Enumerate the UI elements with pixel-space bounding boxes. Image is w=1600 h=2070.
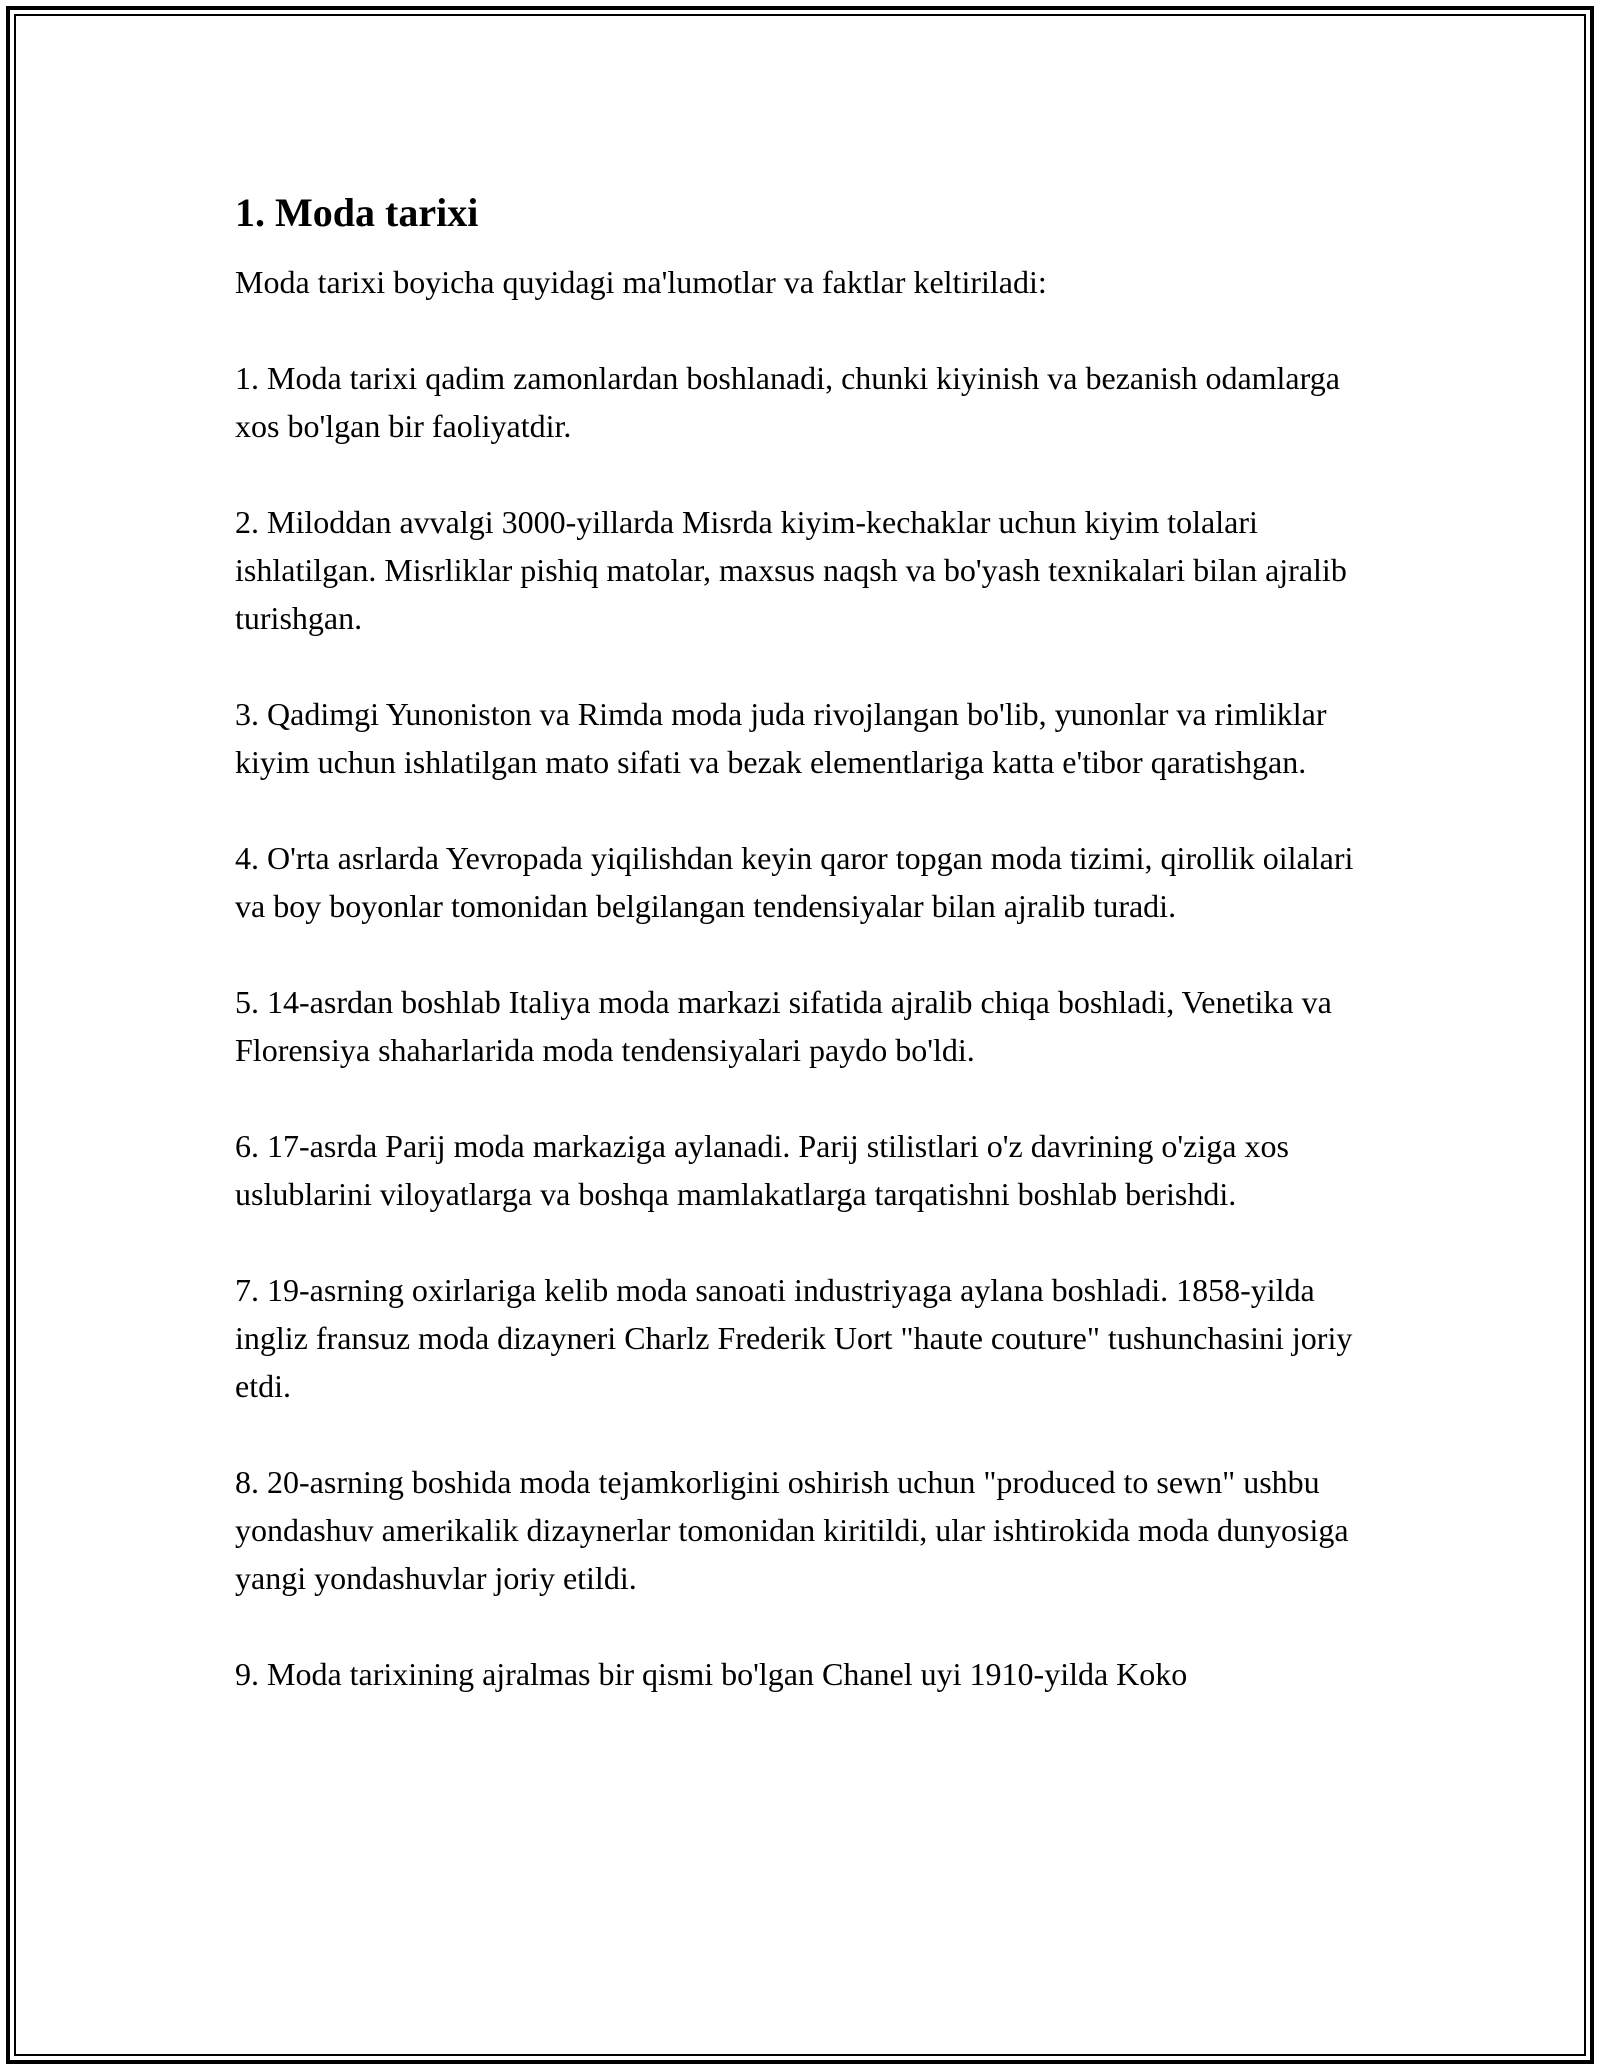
document-body xyxy=(235,188,1365,1746)
list-item: 8. 20-asrning boshida moda tejamkorligini oshirish uchun "produced to sewn" ushbu yondashuv amerikalik dizaynerlar tomonidan kiritildi, ular ishtirokida moda dunyosiga yangi yondashuvlar joriy etildi. xyxy=(235,1464,1349,1596)
list-item: 9. Moda tarixining ajralmas bir qismi bo'lgan Chanel uyi 1910-yilda Koko xyxy=(235,1656,1188,1692)
document-title: 1. Moda tarixi xyxy=(235,190,479,235)
list-item: 3. Qadimgi Yunoniston va Rimda moda juda rivojlangan bo'lib, yunonlar va rimliklar kiyim uchun ishlatilgan mato sifati va bezak elementlariga katta e'tibor qaratishgan. xyxy=(235,696,1327,780)
list-item: 6. 17-asrda Parij moda markaziga aylanadi. Parij stilistlari o'z davrining o'ziga xos uslublarini viloyatlarga va boshqa mamlakatlarga tarqatishni boshlab berishdi. xyxy=(235,1128,1289,1212)
list-item: 5. 14-asrdan boshlab Italiya moda markazi sifatida ajralib chiqa boshladi, Venetika va Florensiya shaharlarida moda tendensiyalari paydo bo'ldi. xyxy=(235,984,1332,1068)
list-item: 1. Moda tarixi qadim zamonlardan boshlanadi, chunki kiyinish va bezanish odamlarga xos bo'lgan bir faoliyatdir. xyxy=(235,360,1340,444)
list-item: 2. Miloddan avvalgi 3000-yillarda Misrda kiyim-kechaklar uchun kiyim tolalari ishlatilgan. Misrliklar pishiq matolar, maxsus naqsh va bo'yash texnikalari bilan ajralib turishgan. xyxy=(235,504,1347,636)
list-item: 4. O'rta asrlarda Yevropada yiqilishdan keyin qaror topgan moda tizimi, qirollik oilalari va boy boyonlar tomonidan belgilangan tendensiyalar bilan ajralib turadi. xyxy=(235,840,1354,924)
intro-paragraph: Moda tarixi boyicha quyidagi ma'lumotlar va faktlar keltiriladi: xyxy=(235,264,1047,300)
list-item: 7. 19-asrning oxirlariga kelib moda sanoati industriyaga aylana boshladi. 1858-yilda ingliz fransuz moda dizayneri Charlz Frederik Uort "haute couture" tushunchasini joriy etdi. xyxy=(235,1272,1353,1404)
